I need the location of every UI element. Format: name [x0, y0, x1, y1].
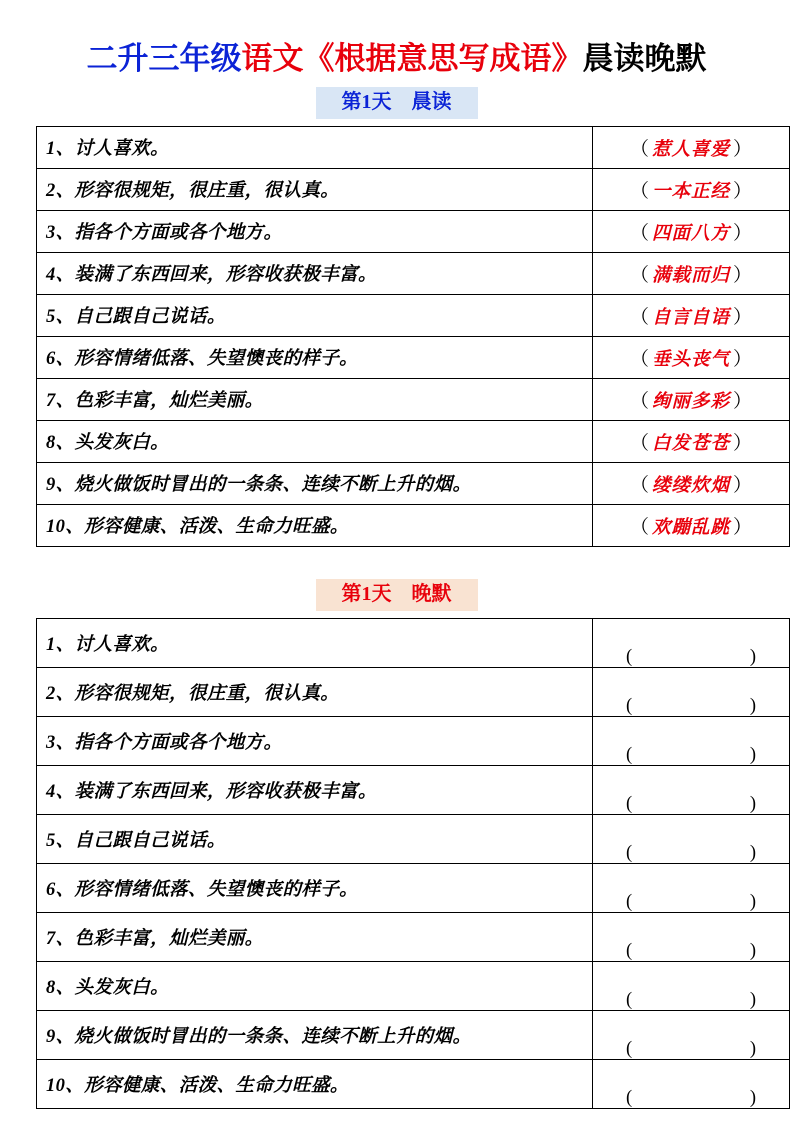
paren-left: （ [629, 180, 649, 202]
question-text: 6、形容情绪低落、失望懊丧的样子。 [37, 864, 593, 913]
answer-cell [593, 169, 790, 211]
answer-group [630, 176, 752, 203]
question-text: 5、自己跟自己说话。 [37, 295, 593, 337]
paren-right: ） [733, 264, 753, 286]
answer-group [630, 386, 752, 413]
paren-left: ( [626, 1088, 633, 1109]
table-row [37, 505, 790, 547]
answer-text: 一本正经 [651, 181, 730, 202]
question-text: 9、烧火做饭时冒出的一条条、连续不断上升的烟。 [37, 1011, 593, 1060]
question-text: 10、形容健康、活泼、生命力旺盛。 [37, 1060, 593, 1109]
paren-left: （ [629, 138, 649, 160]
section-header-evening [36, 579, 757, 611]
question-text: 7、色彩丰富，灿烂美丽。 [37, 913, 593, 962]
answer-blank-cell[interactable] [593, 913, 790, 962]
answer-cell [593, 211, 790, 253]
answer-cell [593, 337, 790, 379]
question-text: 7、色彩丰富，灿烂美丽。 [37, 379, 593, 421]
table-row [37, 962, 790, 1011]
question-text: 2、形容很规矩，很庄重，很认真。 [37, 668, 593, 717]
paren-left: （ [629, 390, 649, 412]
paren-right: ） [733, 474, 753, 496]
answer-blank-cell[interactable] [593, 619, 790, 668]
answer-cell [593, 253, 790, 295]
table-row [37, 421, 790, 463]
table-row [37, 1011, 790, 1060]
question-text: 1、讨人喜欢。 [37, 619, 593, 668]
question-text: 8、头发灰白。 [37, 962, 593, 1011]
answer-text: 惹人喜爱 [651, 139, 730, 160]
paren-left: ( [626, 745, 633, 766]
answer-text: 垂头丧气 [651, 349, 730, 370]
paren-right: ） [733, 222, 753, 244]
table-row [37, 1060, 790, 1109]
paren-left: ( [626, 794, 633, 815]
answer-blank-cell[interactable] [593, 1060, 790, 1109]
paren-left: ( [626, 647, 633, 668]
answer-blank-cell[interactable] [593, 815, 790, 864]
table-row [37, 253, 790, 295]
paren-right: ） [733, 138, 753, 160]
paren-right: ) [749, 696, 756, 717]
section-spacer [36, 547, 757, 571]
paren-right: ) [749, 647, 756, 668]
table-row [37, 211, 790, 253]
table-row [37, 127, 790, 169]
paren-right: ） [733, 348, 753, 370]
paren-right: ) [749, 843, 756, 864]
paren-left: ( [626, 843, 633, 864]
paren-right: ） [733, 306, 753, 328]
paren-right: ) [749, 794, 756, 815]
answer-group [630, 302, 752, 329]
table-row [37, 717, 790, 766]
answer-blank-cell[interactable] [593, 766, 790, 815]
paren-right: ) [749, 941, 756, 962]
paren-left: （ [629, 264, 649, 286]
question-text: 4、装满了东西回来，形容收获极丰富。 [37, 766, 593, 815]
paren-right: ） [733, 180, 753, 202]
table-row [37, 619, 790, 668]
answer-blank-cell[interactable] [593, 864, 790, 913]
table-row [37, 913, 790, 962]
answer-cell [593, 421, 790, 463]
answer-text: 缕缕炊烟 [651, 475, 730, 496]
answer-blank-cell[interactable] [593, 668, 790, 717]
answer-group [630, 428, 752, 455]
paren-right: ) [749, 1039, 756, 1060]
table-row [37, 463, 790, 505]
paren-left: ( [626, 1039, 633, 1060]
table-row [37, 379, 790, 421]
answer-text: 绚丽多彩 [651, 391, 730, 412]
page-title [36, 40, 757, 77]
paren-left: （ [629, 348, 649, 370]
question-text: 9、烧火做饭时冒出的一条条、连续不断上升的烟。 [37, 463, 593, 505]
answer-group [630, 260, 752, 287]
table-evening-dictation [36, 618, 790, 1109]
paren-right: ） [733, 390, 753, 412]
answer-cell [593, 379, 790, 421]
paren-right: ) [749, 745, 756, 766]
question-text: 2、形容很规矩，很庄重，很认真。 [37, 169, 593, 211]
answer-group [630, 512, 752, 539]
answer-text: 四面八方 [651, 223, 730, 244]
answer-blank-cell[interactable] [593, 1011, 790, 1060]
answer-cell [593, 127, 790, 169]
question-text: 3、指各个方面或各个地方。 [37, 717, 593, 766]
paren-left: ( [626, 696, 633, 717]
section-title-evening: 第1天 晚默 [316, 579, 478, 611]
table-row [37, 295, 790, 337]
table-row [37, 169, 790, 211]
answer-blank-cell[interactable] [593, 962, 790, 1011]
paren-left: （ [629, 474, 649, 496]
answer-cell [593, 463, 790, 505]
page-title-part3: 晨读晚默 [582, 41, 707, 76]
table-row [37, 864, 790, 913]
paren-left: （ [629, 306, 649, 328]
table-morning-reading [36, 126, 790, 547]
table-row [37, 766, 790, 815]
question-text: 3、指各个方面或各个地方。 [37, 211, 593, 253]
question-text: 6、形容情绪低落、失望懊丧的样子。 [37, 337, 593, 379]
paren-left: （ [629, 432, 649, 454]
paren-left: ( [626, 892, 633, 913]
paren-right: ） [733, 432, 753, 454]
paren-right: ) [749, 990, 756, 1011]
answer-cell [593, 295, 790, 337]
answer-text: 自言自语 [651, 307, 730, 328]
answer-group [630, 134, 752, 161]
answer-group [630, 344, 752, 371]
answer-group [630, 218, 752, 245]
paren-right: ） [733, 516, 753, 538]
table-row [37, 668, 790, 717]
question-text: 1、讨人喜欢。 [37, 127, 593, 169]
answer-group [630, 470, 752, 497]
question-text: 5、自己跟自己说话。 [37, 815, 593, 864]
question-text: 4、装满了东西回来，形容收获极丰富。 [37, 253, 593, 295]
answer-text: 白发苍苍 [651, 433, 730, 454]
paren-right: ) [749, 1088, 756, 1109]
paren-left: ( [626, 941, 633, 962]
table-row [37, 337, 790, 379]
paren-left: （ [629, 222, 649, 244]
answer-text: 满载而归 [651, 265, 730, 286]
page-title-part2: 语文《根据意思写成语》 [241, 41, 583, 76]
question-text: 10、形容健康、活泼、生命力旺盛。 [37, 505, 593, 547]
paren-left: （ [629, 516, 649, 538]
question-text: 8、头发灰白。 [37, 421, 593, 463]
answer-cell [593, 505, 790, 547]
section-title-morning: 第1天 晨读 [316, 87, 478, 119]
answer-blank-cell[interactable] [593, 717, 790, 766]
paren-right: ) [749, 892, 756, 913]
paren-left: ( [626, 990, 633, 1011]
answer-text: 欢蹦乱跳 [651, 517, 730, 538]
table-row [37, 815, 790, 864]
section-header-morning [36, 87, 757, 119]
page-title-part1: 二升三年级 [86, 41, 242, 76]
